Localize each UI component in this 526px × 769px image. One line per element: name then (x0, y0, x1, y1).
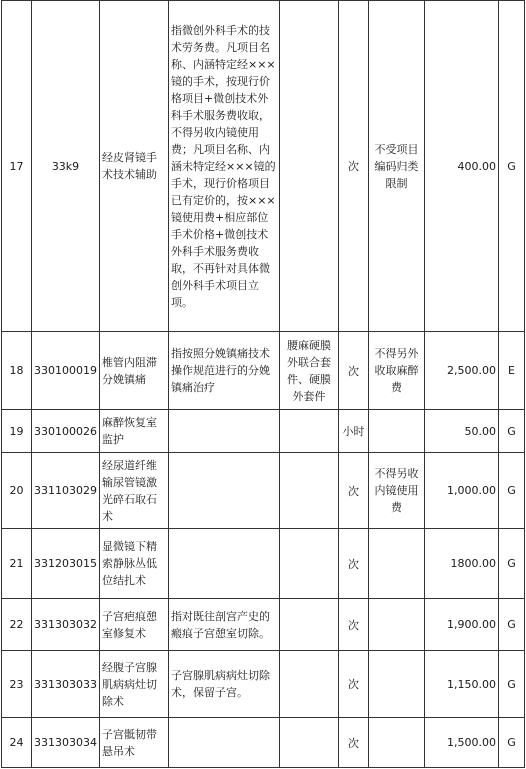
item-code: 330100026 (32, 410, 100, 453)
item-remark (369, 529, 425, 599)
item-exclusions: 腰麻硬膜外联合套件、硬膜外套件 (280, 332, 339, 410)
item-exclusions (280, 718, 339, 768)
item-price: 1,900.00 (425, 599, 499, 651)
table-row (2, 410, 525, 453)
item-price: 1800.00 (425, 529, 499, 599)
item-code: 331303034 (32, 718, 100, 768)
item-unit: 次 (339, 599, 369, 651)
item-code: 331303033 (32, 651, 100, 718)
item-exclusions (280, 410, 339, 453)
item-exclusions (280, 1, 339, 332)
item-remark (369, 410, 425, 453)
item-unit: 次 (339, 332, 369, 410)
item-exclusions (280, 529, 339, 599)
item-name: 经皮肾镜手术技术辅助 (100, 1, 169, 332)
row-number: 18 (2, 332, 32, 410)
item-class: G (499, 599, 525, 651)
table-row (2, 332, 525, 410)
item-code: 331103029 (32, 453, 100, 529)
item-code: 331203015 (32, 529, 100, 599)
item-name: 经尿道纤维输尿管镜激光碎石取石术 (100, 453, 169, 529)
item-code: 33k9 (32, 1, 100, 332)
item-class: G (499, 529, 525, 599)
item-exclusions (280, 453, 339, 529)
table-row (2, 1, 525, 332)
item-remark: 不受项目编码归类限制 (369, 1, 425, 332)
row-number: 19 (2, 410, 32, 453)
item-unit: 次 (339, 1, 369, 332)
item-name: 显微镜下精索静脉丛低位结扎术 (100, 529, 169, 599)
table-row (2, 651, 525, 718)
table-row (2, 529, 525, 599)
item-content: 子宫腺肌病病灶切除术，保留子宫。 (169, 651, 280, 718)
item-exclusions (280, 651, 339, 718)
table-row (2, 599, 525, 651)
item-content (169, 529, 280, 599)
item-content (169, 718, 280, 768)
item-class: G (499, 410, 525, 453)
item-name: 经腹子宫腺肌病病灶切除术 (100, 651, 169, 718)
row-number: 22 (2, 599, 32, 651)
item-name: 麻醉恢复室监护 (100, 410, 169, 453)
item-name: 子宫骶韧带悬吊术 (100, 718, 169, 768)
item-unit: 次 (339, 718, 369, 768)
item-code: 330100019 (32, 332, 100, 410)
item-unit: 次 (339, 651, 369, 718)
item-remark (369, 718, 425, 768)
item-price: 400.00 (425, 1, 499, 332)
item-content (169, 410, 280, 453)
item-remark (369, 651, 425, 718)
item-remark (369, 599, 425, 651)
item-price: 1,500.00 (425, 718, 499, 768)
fee-table (1, 0, 525, 768)
item-remark: 不得另收内镜使用费 (369, 453, 425, 529)
item-content (169, 453, 280, 529)
item-exclusions (280, 599, 339, 651)
row-number: 21 (2, 529, 32, 599)
table-row (2, 718, 525, 768)
item-price: 1,150.00 (425, 651, 499, 718)
item-unit: 次 (339, 453, 369, 529)
row-number: 17 (2, 1, 32, 332)
row-number: 24 (2, 718, 32, 768)
item-class: G (499, 453, 525, 529)
item-code: 331303032 (32, 599, 100, 651)
item-class: G (499, 651, 525, 718)
item-remark: 不得另外收取麻醉费 (369, 332, 425, 410)
row-number: 20 (2, 453, 32, 529)
table-row (2, 453, 525, 529)
item-class: G (499, 1, 525, 332)
item-unit: 小时 (339, 410, 369, 453)
item-content: 指微创外科手术的技术劳务费。凡项目名称、内涵特定经×××镜的手术，按现行价格项目+微创技术外科手术服务费收取，不得另收内镜使用费；凡项目名称、内涵未特定经×××镜的手术，现行价格项目已有定价的，按×××镜使用费+相应部位手术价格+微创技术外科手术服务费收取，不再针对具体微创外科手术项目立项。 (169, 1, 280, 332)
item-name: 椎管内阻滞分娩镇痛 (100, 332, 169, 410)
item-unit: 次 (339, 529, 369, 599)
item-name: 子宫疤痕憩室修复术 (100, 599, 169, 651)
item-content: 指对既往剖宫产史的瘢痕子宫憩室切除。 (169, 599, 280, 651)
item-class: E (499, 332, 525, 410)
item-price: 2,500.00 (425, 332, 499, 410)
row-number: 23 (2, 651, 32, 718)
item-content: 指按照分娩镇痛技术操作规范进行的分娩镇痛治疗 (169, 332, 280, 410)
item-class: G (499, 718, 525, 768)
item-price: 50.00 (425, 410, 499, 453)
item-price: 1,000.00 (425, 453, 499, 529)
